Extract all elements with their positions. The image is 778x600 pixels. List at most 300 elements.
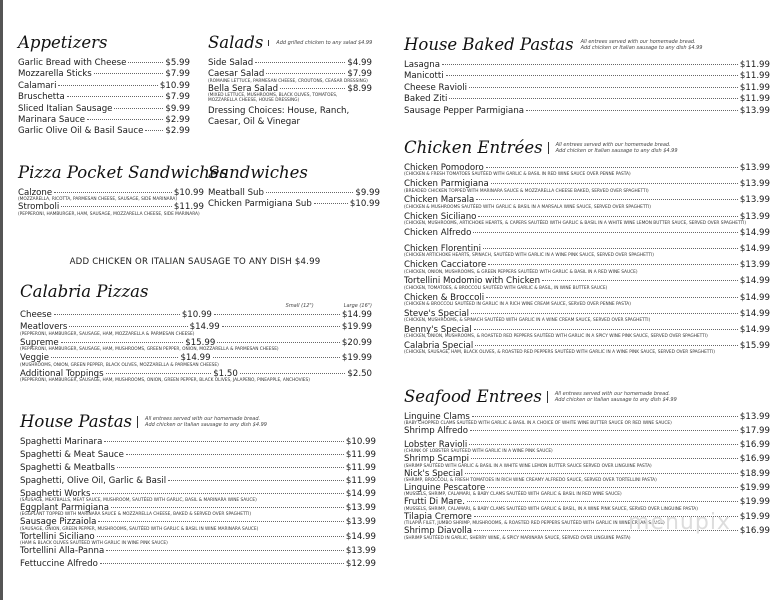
dot-leader <box>487 487 738 488</box>
dot-leader <box>266 73 345 74</box>
item-price: $10.99 <box>159 80 190 91</box>
section-title: House Baked Pastas <box>404 35 574 54</box>
item-name: Mozzarella Sticks <box>18 69 92 80</box>
dot-leader <box>128 62 163 63</box>
item-name: Spaghetti Marinara <box>20 437 103 447</box>
item-price: $4.99 <box>347 58 372 68</box>
item-name: Bruschetta <box>18 92 65 103</box>
menu-item <box>404 260 770 276</box>
item-price: $10.99 <box>345 437 376 447</box>
section-title: House Pastas <box>20 412 133 431</box>
dot-leader <box>58 85 157 86</box>
item-name: Marinara Sauce <box>18 115 86 126</box>
item-name: Chicken Florentini <box>404 243 481 254</box>
menu-item <box>404 469 770 483</box>
item-name: Chicken Marsala <box>404 195 475 206</box>
dot-leader <box>114 108 163 109</box>
item-name: Spaghetti Works <box>20 488 91 499</box>
item-name: Chicken Parmigiana <box>404 179 489 190</box>
item-price: $16.99 <box>739 454 770 465</box>
item-price: $13.99 <box>739 195 770 206</box>
item-description: (BREADED CHICKEN TOPPED WITH MARINARA SAUCE & MOZZARELLA CHEESE BAKED, SERVED OVER SPAGHETTI) <box>404 188 649 194</box>
dot-leader <box>255 62 345 63</box>
dot-leader <box>280 88 345 89</box>
dot-leader <box>111 507 344 508</box>
menu-item <box>208 58 372 69</box>
section-note: All entrees served with our homemade bread. Add chicken or Italian sausage to any dish $4.99 <box>137 416 267 428</box>
menu-item <box>404 106 770 117</box>
menu-item <box>18 81 190 92</box>
section-note: All entrees served with our homemade bread. Add chicken or Italian sausage to any dish $4.99 <box>580 38 703 51</box>
item-name: Linguine Clams <box>404 412 470 422</box>
item-price: $11.99 <box>345 449 376 460</box>
menu-item-row <box>18 92 190 103</box>
menu-item <box>404 212 770 228</box>
item-description: (TILAPIA FILET, JUMBO SHRIMP, MUSHROOMS, & ROASTED RED PEPPERS SAUTÉED WITH GARLIC IN WINE CREAM SAUCE) <box>404 521 665 527</box>
item-price: $13.99 <box>739 211 770 222</box>
dot-leader <box>266 192 353 193</box>
item-name: Chicken Cacciatore <box>404 260 487 271</box>
item-name: Benny's Special <box>404 324 472 335</box>
item-name: Cheese <box>20 310 52 320</box>
item-description: (MUSSELS, SHRIMP, CALAMARI, & BABY CLAMS SAUTÉED WITH GARLIC & BASIL, IN A WINE PINK SAUCE, SERVED OVER LINGUINE PASTA) <box>404 506 698 512</box>
menu-item-row <box>404 106 770 117</box>
item-description: (MOZZARELLA, RICOTTA, PARMESAN CHEESE, SAUSAGE, SIDE MARINARA) <box>18 197 178 203</box>
dot-leader <box>214 314 340 315</box>
item-price: $13.99 <box>739 412 770 422</box>
section-title: Calabria Pizzas <box>20 282 149 301</box>
menu-item <box>18 126 190 137</box>
item-name: Stromboli <box>18 202 60 213</box>
menu-item-row <box>404 71 770 82</box>
dot-leader <box>213 357 340 358</box>
menu-item <box>20 489 376 503</box>
item-price-large: $2.50 <box>347 368 373 379</box>
menu-item <box>404 83 770 94</box>
item-name: Shrimp Diavolla <box>404 526 473 537</box>
menu-item-row <box>20 437 376 448</box>
item-description: (SHRIMP SAUTÉED IN GARLIC, SHERRY WINE, & SPICY MARINARA SAUCE, SERVED OVER LINGUINE PASTA) <box>404 535 631 541</box>
menu-item <box>18 58 190 69</box>
item-description: (CHICKEN ARTICHOKE HEARTS, SPINACH, SAUTÉED WITH GARLIC IN A WINE PINK SAUCE, SERVED OVER SPAGHETTI) <box>404 253 654 259</box>
item-price: $18.99 <box>739 468 770 479</box>
menu-item-row <box>20 559 376 570</box>
item-price: $7.99 <box>347 69 372 80</box>
item-price: $2.99 <box>165 115 190 126</box>
menu-item-row <box>20 450 376 461</box>
item-description: (CHICKEN, ONION, MUSHROOMS, & GREEN PEPPERS SAUTÉED WITH GARLIC & BASIL IN A RED WINE SAUCE) <box>404 269 638 275</box>
menu-item <box>404 309 770 325</box>
item-name: Calabria Special <box>404 341 474 352</box>
item-description: (MUSSELS, SHRIMP, CALAMARI, & BABY CLAMS SAUTÉED WITH GARLIC & BASIL IN RED WINE SAUCE) <box>404 492 622 498</box>
item-name: Shrimp Alfredo <box>404 426 469 437</box>
item-description: (CHICKEN & FRESH TOMATOES SAUTÉED WITH GARLIC & BASIL IN RED WINE SAUCE OVER PENNE PASTA) <box>404 172 631 178</box>
menu-item <box>404 163 770 179</box>
section-title: Salads <box>208 33 264 52</box>
item-price: $11.99 <box>739 60 770 70</box>
menu-item <box>208 188 380 199</box>
section-header <box>404 137 770 157</box>
item-name: Bella Sera Salad <box>208 83 279 94</box>
item-name: Fettuccine Alfredo <box>20 559 98 570</box>
item-description: (MIXED LETTUCE, MUSHROOMS, BLACK OLIVES, TOMATOES, MOZZARELLA CHEESE, HOUSE DRESSING) <box>208 93 338 104</box>
item-description: (SAUSAGE, ONION, GREEN PEPPER, MUSHROOMS, SAUTÉED WITH GARLIC & BASIL IN WINE MARINARA SAUCE) <box>20 526 259 532</box>
dot-leader <box>61 206 172 207</box>
item-price: $14.99 <box>345 531 376 542</box>
menu-item <box>20 338 372 352</box>
item-price: $13.99 <box>345 546 376 557</box>
item-price: $13.99 <box>739 163 770 173</box>
item-price: $19.99 <box>739 483 770 494</box>
dot-leader <box>475 345 738 346</box>
item-name: Sliced Italian Sausage <box>18 103 113 114</box>
item-name: Nick's Special <box>404 468 464 479</box>
item-name: Side Salad <box>208 58 254 68</box>
item-description: (HAM & BLACK OLIVES SAUTÉED WITH GARLIC IN WINE PINK SAUCE) <box>20 541 168 547</box>
menu-item-row <box>20 546 376 557</box>
item-description: (ROMAINE LETTUCE, PARMESAN CHEESE, CROUTONS, CEASAR DRESSING) <box>208 78 368 84</box>
menu-item <box>18 188 204 202</box>
item-price: $5.99 <box>165 58 190 68</box>
item-description: (PEPPERONI, HAMBURGER, SAUSAGE, HAM, MOZZARELLA & PARMESAN CHEESE) <box>20 331 195 337</box>
menu-item <box>404 244 770 260</box>
pizza-pocket-section <box>18 162 228 217</box>
dot-leader <box>483 248 738 249</box>
page-edge <box>0 0 3 600</box>
menu-item-row <box>18 69 190 80</box>
menu-item-row <box>18 58 190 69</box>
dot-leader <box>486 167 738 168</box>
item-price: $11.99 <box>173 202 204 213</box>
dot-leader <box>469 87 738 88</box>
item-name: Additional Toppings <box>20 368 104 379</box>
item-name: Sausage Pepper Parmigiana <box>404 105 525 116</box>
item-name: Calamari <box>18 80 57 91</box>
menu-item-row <box>18 81 190 92</box>
dot-leader <box>442 64 738 65</box>
item-name: Spaghetti, Olive Oil, Garlic & Basil <box>20 475 167 486</box>
dot-leader <box>100 563 344 564</box>
dot-leader <box>222 326 340 327</box>
menu-item <box>404 60 770 71</box>
section-header <box>18 162 228 182</box>
menu-item <box>404 440 770 454</box>
item-price: $13.99 <box>739 105 770 116</box>
dot-leader <box>473 232 738 233</box>
item-price: $10.99 <box>349 199 380 210</box>
item-price: $19.99 <box>739 497 770 508</box>
menu-item <box>20 503 376 517</box>
section-header <box>20 281 372 301</box>
section-note: All entrees served with our homemade bread. Add chicken or Italian sausage to any dish $4.99 <box>547 391 677 403</box>
menu-item <box>20 353 372 367</box>
item-name: Meatball Sub <box>208 188 264 198</box>
pizzas-section <box>20 281 372 384</box>
item-name: Chicken Pomodoro <box>404 163 484 173</box>
item-name: Chicken Siciliano <box>404 211 477 222</box>
menu-item <box>404 293 770 309</box>
item-description: (CHICKEN, MUSHROOMS, ARTICHOKE HEARTS, & CAPERS SAUTÉED WITH GARLIC & BASIL IN A WHITE WINE LEMON BUTTER SAUCE, SERVED OVER SPAGHETTI) <box>404 220 747 226</box>
item-price: $7.99 <box>165 69 190 80</box>
menu-item-row <box>404 83 770 94</box>
item-name: Lobster Ravioli <box>404 439 468 450</box>
menu-item <box>18 115 190 126</box>
item-price: $11.99 <box>345 475 376 486</box>
item-price: $11.99 <box>739 82 770 93</box>
item-description: (CHICKEN & MUSHROOMS SAUTÉED WITH GARLIC & BASIL IN A MARSALA WINE SAUCE, SERVED OVER SPAGHETTI) <box>404 204 651 210</box>
item-name: Chicken Alfredo <box>404 227 472 238</box>
section-title: Appetizers <box>18 33 108 52</box>
menu-item <box>18 202 204 216</box>
item-price: $10.99 <box>173 188 204 198</box>
item-price: $16.99 <box>739 439 770 450</box>
menu-item <box>404 228 770 244</box>
menu-item-row <box>20 476 376 487</box>
dot-leader <box>98 521 344 522</box>
dot-leader <box>467 501 738 502</box>
item-name: Spaghetti & Meat Sauce <box>20 449 124 460</box>
dot-leader <box>491 183 738 184</box>
dot-leader <box>106 373 212 374</box>
dot-leader <box>526 110 738 111</box>
item-name: Steve's Special <box>404 308 470 319</box>
menu-item <box>404 454 770 468</box>
dot-leader <box>217 342 340 343</box>
section-note: Add grilled chicken to any salad $4.99 <box>268 40 372 46</box>
dot-leader <box>471 458 738 459</box>
item-name: Tortellini Alla-Panna <box>20 546 105 557</box>
add-protein-banner: ADD CHICKEN OR ITALIAN SAUSAGE TO ANY DISH $4.99 <box>69 257 321 267</box>
item-description: (SHRIMP, BROCCOLI, & FRESH TOMATOES IN RICH WINE CREAMY ALFREDO SAUCE, SERVED OVER TORTELLINI PASTA) <box>404 478 657 484</box>
menu-item <box>208 199 380 210</box>
item-name: Cheese Ravioli <box>404 82 468 93</box>
menu-item <box>18 104 190 115</box>
item-price-large: $14.99 <box>341 310 373 320</box>
menu-item-row <box>404 426 770 437</box>
dot-leader <box>106 550 344 551</box>
section-title: Pizza Pocket Sandwiches <box>18 163 228 182</box>
menu-item-row <box>18 126 190 137</box>
baked-pastas-section <box>404 34 770 117</box>
dot-leader <box>145 130 163 131</box>
item-price: $9.99 <box>165 103 190 114</box>
dot-leader <box>54 314 180 315</box>
item-name: Tilapia Cremore <box>404 511 472 522</box>
menu-item <box>20 517 376 531</box>
menu-item <box>404 276 770 292</box>
watermark: menupix <box>628 510 731 535</box>
dot-leader <box>97 536 344 537</box>
section-title: Seafood Entrees <box>404 387 542 406</box>
item-price-large: $19.99 <box>341 322 372 333</box>
item-description: (PEPPERONI, HAMBURGER, HAM, SAUSAGE, MOZZARELLA CHEESE, SIDE MARINARA) <box>18 211 200 217</box>
menu-item-row <box>404 94 770 105</box>
item-price: $14.99 <box>739 243 770 254</box>
item-name: Shrimp Scampi <box>404 454 470 465</box>
menu-item <box>208 69 372 83</box>
item-name: Supreme <box>20 337 59 348</box>
item-price: $2.99 <box>165 126 190 137</box>
menu-item <box>404 341 770 357</box>
menu-item <box>20 559 376 570</box>
menu-item <box>404 94 770 105</box>
item-name: Chicken Parmigiana Sub <box>208 199 312 210</box>
dot-leader <box>61 342 184 343</box>
menu-item <box>208 84 372 103</box>
item-name: Calzone <box>18 188 53 198</box>
size-headers <box>20 303 372 309</box>
item-description: (CHICKEN, SAUSAGE, HAM, BLACK OLIVES, & ROASTED RED PEPPERS SAUTÉED WITH GARLIC IN A WINE PINK SAUCE, SERVED OVER SPAGHETTI) <box>404 350 715 356</box>
section-header <box>20 411 376 431</box>
dot-leader <box>126 454 344 455</box>
item-name: Tortellini Siciliano <box>20 531 95 542</box>
size-small-label: Small (12") <box>285 303 314 309</box>
item-name: Veggie <box>20 353 50 364</box>
section-header <box>404 34 770 54</box>
menu-item <box>20 532 376 546</box>
item-description: (SHRIMP SAUTÉED WITH GARLIC & BASIL IN A WHITE WINE LEMON BUTTER SAUCE SERVED OVER LINGUINE PASTA) <box>404 463 652 469</box>
menu-item <box>18 69 190 80</box>
item-price: $17.99 <box>739 426 770 437</box>
menu-item <box>20 450 376 461</box>
item-description: (CHICKEN, MUSHROOMS, & SPINACH SAUTÉED WITH GARLIC IN A WINE CREAM SAUCE, SERVED OVER SPAGHETTI) <box>404 318 651 324</box>
dot-leader <box>67 96 164 97</box>
dot-leader <box>542 280 738 281</box>
section-title: Sandwiches <box>208 163 308 182</box>
dot-leader <box>69 326 187 327</box>
section-header <box>208 32 372 52</box>
item-price: $11.99 <box>739 94 770 105</box>
dot-leader <box>472 416 738 417</box>
dot-leader <box>168 480 344 481</box>
item-price: $14.99 <box>739 292 770 303</box>
menu-item <box>18 92 190 103</box>
dot-leader <box>486 297 738 298</box>
item-name: Sausage Pizzaiola <box>20 517 97 528</box>
item-price: $14.99 <box>189 322 220 333</box>
item-name: Lasagna <box>404 60 440 70</box>
dot-leader <box>94 73 164 74</box>
item-price: $7.99 <box>165 92 190 103</box>
item-price: $14.99 <box>739 308 770 319</box>
dressing-choices: Dressing Choices: House, Ranch, Caesar, Oil & Vinegar <box>208 106 350 128</box>
dot-leader <box>469 444 738 445</box>
item-price-large: $20.99 <box>341 337 372 348</box>
item-name: Caesar Salad <box>208 69 265 80</box>
menu-item-row <box>18 104 190 115</box>
dot-leader <box>117 467 344 468</box>
item-description: (EGGPLANT TOPPED WITH MARINARA SAUCE & MOZZARELLA CHEESE, BAKED & SERVED OVER SPAGHETTI) <box>20 512 252 518</box>
menu-item <box>20 437 376 448</box>
item-description: (MUSHROOMS, ONION, GREEN PEPPER, BLACK OLIVES, MOZZARELLA & PARMESAN CHEESE) <box>20 362 219 368</box>
section-header <box>18 32 190 52</box>
item-price: $11.99 <box>345 462 376 473</box>
item-price: $1.50 <box>213 368 238 379</box>
dot-leader <box>51 357 178 358</box>
dot-leader <box>471 313 738 314</box>
menu-item-row <box>18 115 190 126</box>
menu-item <box>404 426 770 437</box>
item-price: $14.99 <box>739 227 770 238</box>
salads-section <box>208 32 372 128</box>
size-large-label: Large (16") <box>343 303 372 309</box>
menu-item-row <box>404 228 770 239</box>
menu-item <box>20 463 376 474</box>
menu-item <box>20 546 376 557</box>
menu-item-row <box>20 463 376 474</box>
item-price: $8.99 <box>347 83 372 94</box>
house-pastas-section <box>20 411 376 572</box>
section-header <box>404 386 770 406</box>
menu-item <box>20 476 376 487</box>
item-price: $10.99 <box>181 310 212 320</box>
menu-item <box>404 71 770 82</box>
menu-item-row <box>208 188 380 199</box>
item-description: (PEPPERONI, HAMBURGER, SAUSAGE, HAM, MUSHROOMS, ONION, GREEN PEPPER, BLACK OLIVES, JALAPEÑO, PINEAPPLE, ANCHOVIES) <box>20 378 310 384</box>
item-price: $15.99 <box>185 337 216 348</box>
menu-item <box>404 412 770 426</box>
dot-leader <box>488 264 738 265</box>
item-name: Frutti Di Mare. <box>404 497 465 508</box>
menu-item <box>20 369 372 383</box>
dot-leader <box>240 373 346 374</box>
menu-item <box>20 310 372 321</box>
item-price: $19.99 <box>739 511 770 522</box>
item-name: Garlic Bread with Cheese <box>18 58 127 68</box>
item-price: $13.99 <box>345 503 376 514</box>
dot-leader <box>87 119 163 120</box>
item-price: $11.99 <box>739 71 770 82</box>
item-price: $9.99 <box>355 188 380 198</box>
appetizers-section <box>18 32 190 138</box>
item-price: $14.99 <box>739 324 770 335</box>
section-header <box>208 162 380 182</box>
item-name: Linguine Pescatore <box>404 483 486 494</box>
menu-item-row <box>20 310 372 321</box>
menu-item <box>404 325 770 341</box>
section-title: Chicken Entrées <box>404 138 543 157</box>
item-name: Chicken & Broccoli <box>404 292 485 303</box>
item-price-large: $19.99 <box>341 353 372 364</box>
item-price: $14.99 <box>739 276 770 287</box>
item-description: (SAUSAGE, MEATBALLS, MEAT SAUCE, MUSHROOM, SAUTÉED WITH GARLIC, BASIL & MARINARA WINE SAUCE) <box>20 498 257 504</box>
item-description: (BABY CHOPPED CLAMS SAUTÉED WITH GARLIC & BASIL IN A CHOICE OF WHITE WINE BUTTER SAUCE OR RED WINE SAUCE) <box>404 421 672 427</box>
chicken-section <box>404 137 770 357</box>
item-name: Manicotti <box>404 71 444 82</box>
dot-leader <box>470 430 738 431</box>
item-name: Tortellini Modomio with Chicken <box>404 276 541 287</box>
dot-leader <box>446 75 738 76</box>
item-description: (CHICKEN, ONION, MUSHROOMS, & ROASTED RED PEPPERS SAUTÉED WITH GARLIC IN A SPICY WINE PINK SAUCE, SERVED OVER SPAGHETTI) <box>404 334 708 340</box>
menu-item <box>20 322 372 336</box>
item-price: $14.99 <box>345 488 376 499</box>
item-price: $12.99 <box>345 559 376 570</box>
dot-leader <box>465 473 738 474</box>
item-description: (PEPPERONI, HAMBURGER, SAUSAGE, HAM, MUSHROOMS, GREEN PEPPER, ONION, MOZZARELLA & PARMESAN CHEESE) <box>20 347 279 353</box>
dot-leader <box>54 192 172 193</box>
dot-leader <box>92 493 343 494</box>
item-price: $15.99 <box>739 341 770 352</box>
dot-leader <box>476 199 738 200</box>
section-note: All entrees served with our homemade bread. Add chicken or Italian sausage to any dish $4.99 <box>548 142 678 154</box>
sandwiches-section <box>208 162 380 211</box>
item-price: $14.99 <box>180 353 211 364</box>
dot-leader <box>449 98 738 99</box>
item-price: $13.99 <box>345 517 376 528</box>
menu-item <box>404 195 770 211</box>
menu-item-row <box>404 60 770 71</box>
dot-leader <box>474 329 738 330</box>
